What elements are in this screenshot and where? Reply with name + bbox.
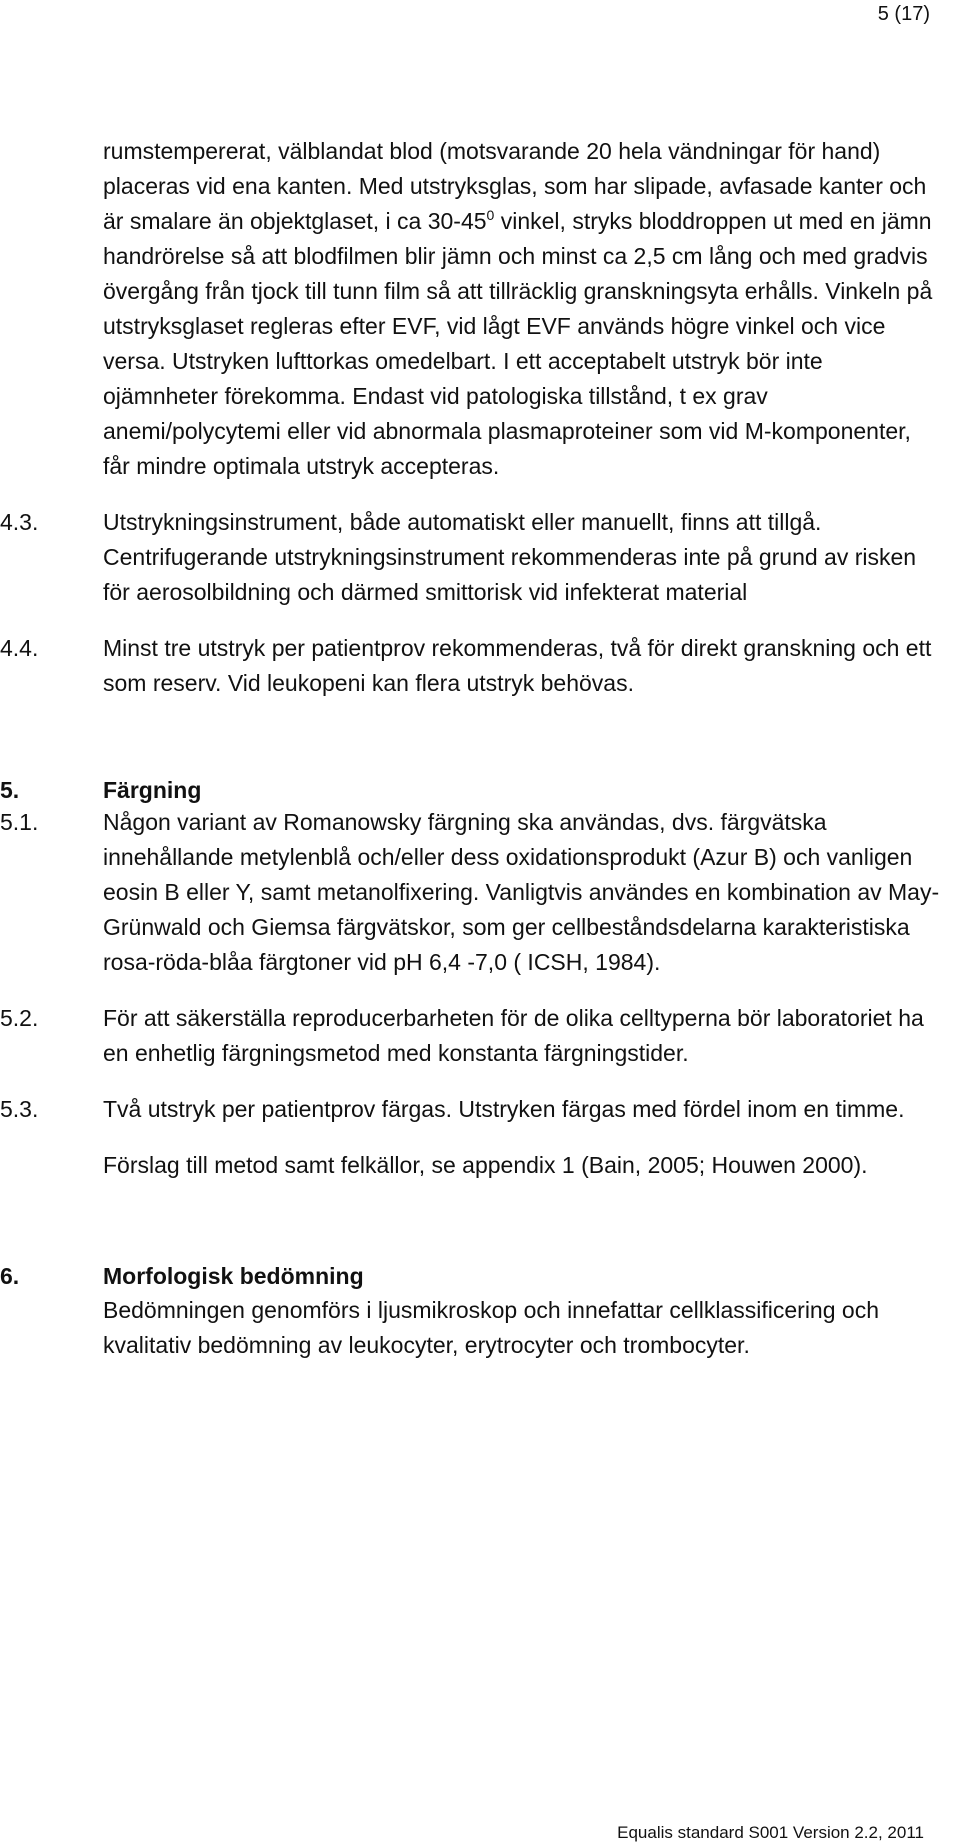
section-6-text: Bedömningen genomförs i ljusmikroskop och innefattar cellklassificering och kvalitativ bedömning av leukocyter, erytrocyter och trombocyter. (103, 1297, 879, 1358)
item-number: 4.4. (0, 635, 39, 661)
item-text: Någon variant av Romanowsky färgning ska användas, dvs. färgvätska innehållande metylenblå och/eller dess oxidationsprodukt (Azur B) och vanligen eosin B eller Y, samt metanolfixering. Vanligtvis användes en kombination av May-Grünwald och Giemsa färgvätskor, som ger cellbeståndsdelarna karakteristiska rosa-röda-blåa färgtoner vid pH 6,4 -7,0 ( ICSH, 1984). (103, 809, 940, 975)
item-number: 5.2. (0, 1005, 39, 1031)
item-4-4 (0, 631, 960, 701)
document-body (0, 134, 960, 1363)
item-text: För att säkerställa reproducerbarheten för de olika celltyperna bör laboratoriet ha en enhetlig färgningsmetod med konstanta färgningstider. (103, 1005, 924, 1066)
section-number: 5. (0, 777, 20, 803)
item-number: 5.3. (0, 1096, 39, 1122)
section-5-heading (0, 775, 960, 805)
degree-superscript: 0 (486, 207, 495, 223)
item-text: Utstrykningsinstrument, både automatiskt eller manuellt, finns att tillgå. Centrifugerande utstrykningsinstrument rekommenderas inte på grund av risken för aerosolbildning och därmed smittorisk vid infekterat material (103, 509, 917, 605)
continuation-text-end: vinkel, stryks bloddroppen ut med en jämn handrörelse så att blodfilmen blir jämn och minst ca 2,5 cm lång och med gradvis övergång från tjock till tunn film så att tillräcklig granskningsyta erhålls. Vinkeln på utstryksglaset regleras efter EVF, vid lågt EVF används högre vinkel och vice versa. Utstryken lufttorkas omedelbart. I ett acceptabelt utstryk bör inte ojämnheter förekomma. Endast vid patologiska tillstånd, t ex grav anemi/polycytemi eller vid abnormala plasmaproteiner som vid M-komponenter, får mindre optimala utstryk accepteras. (103, 208, 933, 479)
item-5-3 (0, 1092, 960, 1127)
page-number: 5 (17) (877, 3, 930, 25)
section-title: Morfologisk bedömning (103, 1263, 364, 1289)
item-5-2 (0, 1001, 960, 1071)
section-number: 6. (0, 1263, 20, 1289)
method-note: Förslag till metod samt felkällor, se appendix 1 (Bain, 2005; Houwen 2000). (103, 1152, 868, 1178)
item-number: 4.3. (0, 509, 39, 535)
item-number: 5.1. (0, 809, 39, 835)
item-text: Två utstryk per patientprov färgas. Utstryken färgas med fördel inom en timme. (103, 1096, 905, 1122)
document-footer: Equalis standard S001 Version 2.2, 2011 (617, 1823, 924, 1842)
section-6-heading (0, 1261, 960, 1291)
continuation-text-start: rumstempererat, välblandat blod (motsvarande 20 hela vändningar för hand) placeras vid ena kanten. Med utstryksglas, som har slipade, avfasade kanter och är smalare än objektglaset, i ca 30-45 (103, 138, 927, 234)
item-5-1 (0, 805, 960, 980)
section-title: Färgning (103, 777, 202, 803)
item-4-3 (0, 505, 960, 610)
item-text: Minst tre utstryk per patientprov rekommenderas, två för direkt granskning och ett som reserv. Vid leukopeni kan flera utstryk behövas. (103, 635, 932, 696)
continuation-paragraph (0, 134, 960, 484)
